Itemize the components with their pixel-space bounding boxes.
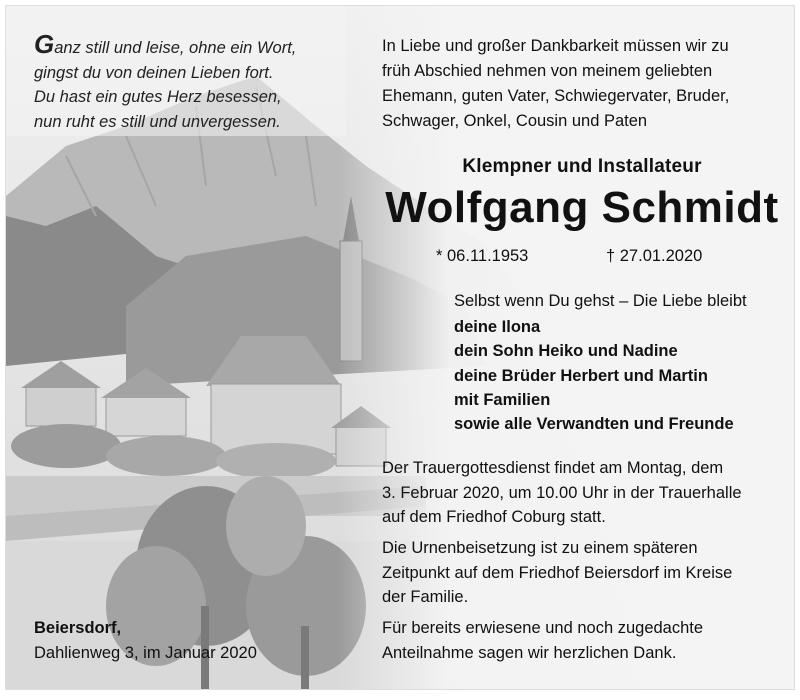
deceased-profession: Klempner und Installateur	[462, 156, 702, 177]
poem-line-3: Du hast ein gutes Herz besessen,	[34, 88, 282, 106]
urn-line-3: der Familie.	[382, 588, 469, 606]
poem-dropcap: G	[34, 29, 55, 59]
poem-line-1	[34, 29, 334, 61]
urn-line-2: Zeitpunkt auf dem Friedhof Beiersdorf im Kreise	[382, 563, 733, 582]
mourner-son: dein Sohn Heiko und Nadine	[454, 342, 678, 361]
intro-line-4: Schwager, Onkel, Cousin und Paten	[382, 112, 648, 130]
birth-date: * 06.11.1953	[436, 247, 529, 265]
intro-line-1: In Liebe und großer Dankbarkeit müssen wir zu	[382, 37, 729, 55]
mourner-brothers: deine Brüder Herbert und Martin	[454, 366, 708, 385]
death-date: † 27.01.2020	[606, 247, 703, 265]
urn-burial-info	[382, 536, 782, 610]
memorial-quote: Selbst wenn Du gehst – Die Liebe bleibt	[454, 292, 747, 310]
thanks-line-2: Anteilnahme sagen wir herzlichen Dank.	[382, 643, 677, 662]
poem-line-1-text: anz still und leise, ohne ein Wort,	[54, 39, 297, 57]
funeral-service-info	[382, 456, 782, 530]
service-line-2: 3. Februar 2020, um 10.00 Uhr in der Trauerhalle	[382, 483, 742, 502]
deceased-name: Wolfgang Schmidt	[385, 183, 779, 232]
place-town: Beiersdorf,	[34, 619, 122, 637]
intro-line-2: früh Abschied nehmen von meinem geliebten	[382, 62, 713, 80]
thanks-line-1: Für bereits erwiesene und noch zugedachte	[382, 619, 704, 637]
mourners-list	[454, 315, 734, 436]
mourner-wife: deine Ilona	[454, 318, 541, 336]
place-address: Dahlienweg 3, im Januar 2020	[34, 643, 257, 662]
mourner-relatives: sowie alle Verwandten und Freunde	[454, 415, 734, 434]
service-line-1: Der Trauergottesdienst findet am Montag, dem	[382, 459, 724, 477]
service-line-3: auf dem Friedhof Coburg statt.	[382, 508, 606, 526]
intro-line-3: Ehemann, guten Vater, Schwiegervater, Bruder,	[382, 87, 730, 105]
mourner-families: mit Familien	[454, 390, 551, 409]
place-and-date	[34, 616, 257, 665]
intro-text	[382, 34, 782, 134]
poem-line-4: nun ruht es still und unvergessen.	[34, 112, 281, 131]
urn-line-1: Die Urnenbeisetzung ist zu einem späteren	[382, 539, 698, 557]
poem-line-2: gingst du von deinen Lieben fort.	[34, 63, 274, 82]
thanks-note	[382, 616, 782, 665]
memorial-poem	[34, 29, 334, 134]
obituary-notice	[5, 5, 795, 690]
